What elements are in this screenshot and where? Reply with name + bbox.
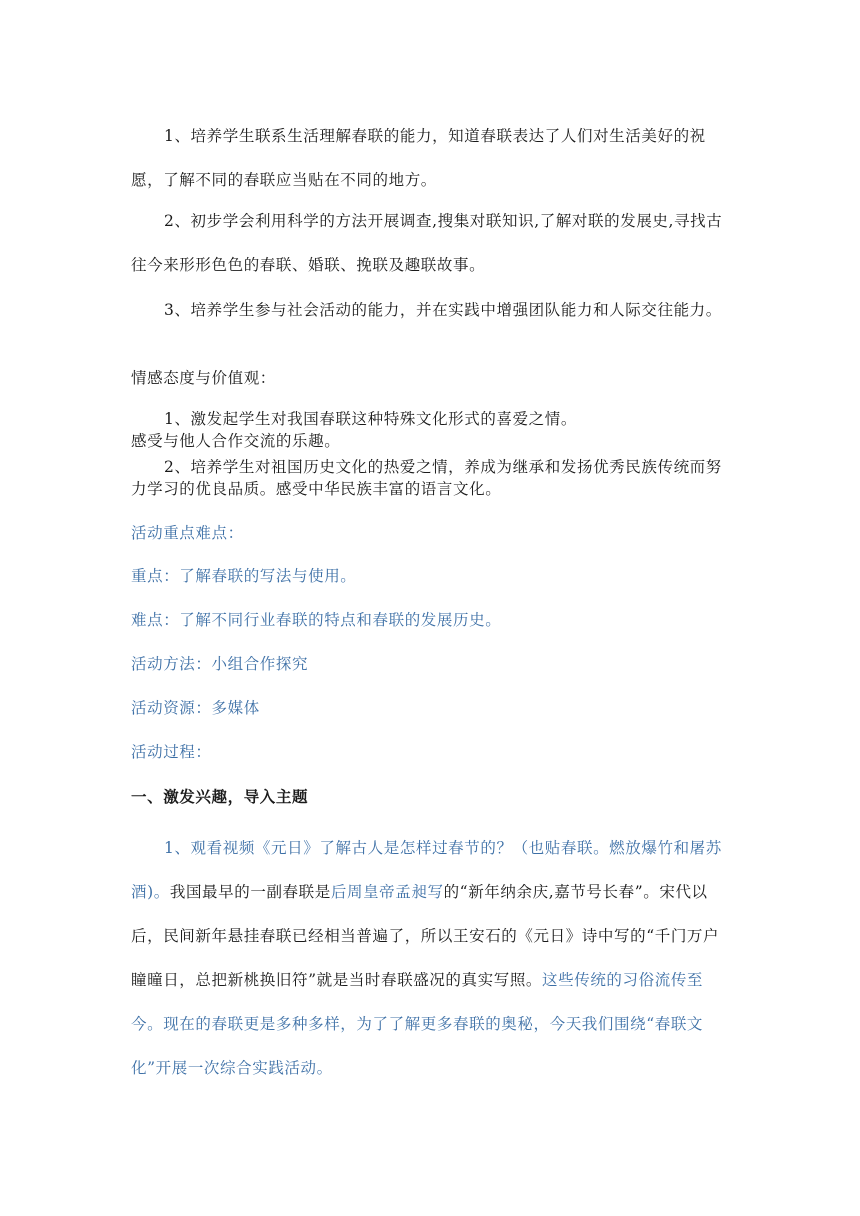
- objective-1: 1、培养学生联系生活理解春联的能力，知道春联表达了人们对生活美好的祝愿，了解不同的春联应当贴在不同的地方。: [131, 127, 706, 189]
- section-1-heading: 一、激发兴趣，导入主题: [131, 787, 309, 806]
- key-point: 重点：了解春联的写法与使用。: [131, 567, 357, 585]
- activity-process: 活动过程：: [131, 743, 212, 761]
- emotion-item-2: 2、培养学生对祖国历史文化的热爱之情，养成为继承和发扬优秀民族传统而努力学习的优良品质。感受中华民族丰富的语言文化。: [131, 458, 722, 498]
- emotion-heading: 情感态度与价值观：: [131, 369, 276, 387]
- tradition-text: 这些传统的习俗流传至今。现在的春联更是多种多样，为了了解更多春联的奥秘，今天我们围绕“春联文化”开展一次综合实践活动。: [131, 971, 704, 1077]
- difficult-point: 难点：了解不同行业春联的特点和春联的发展历史。: [131, 611, 502, 629]
- activity-resources: 活动资源：多媒体: [131, 699, 260, 717]
- video-intro-text: 1、观看视频《元日》了解古人是怎样过春节的？（也贴春联。燃放爆竹和屠苏酒)。: [131, 839, 722, 901]
- emotion-item-1: 1、激发起学生对我国春联这种特殊文化形式的喜爱之情。: [164, 410, 577, 428]
- history-text: 的“新年纳余庆,嘉节号长春”。宋代以后，民间新年悬挂春联已经相当普遍了，所以王安石的《元日》诗中写的“千门万户瞳曈日，总把新桃换旧符”就是当时春联盛况的真实写照。: [131, 883, 720, 989]
- activity-method: 活动方法：小组合作探究: [131, 655, 309, 673]
- emperor-text: 后周皇帝孟昶写: [330, 883, 444, 901]
- key-difficult-heading: 活动重点难点：: [131, 524, 244, 542]
- objective-3: 3、培养学生参与社会活动的能力，并在实践中增强团队能力和人际交往能力。: [164, 301, 722, 319]
- section-1-paragraph: [131, 826, 729, 1090]
- emotion-item-1-continued: 感受与他人合作交流的乐趣。: [131, 432, 341, 450]
- objective-2: 2、初步学会利用科学的方法开展调查,搜集对联知识,了解对联的发展史,寻找古往今来形形色色的春联、婚联、挽联及趣联故事。: [131, 212, 723, 274]
- earliest-couplet-text: 我国最早的一副春联是: [169, 883, 331, 901]
